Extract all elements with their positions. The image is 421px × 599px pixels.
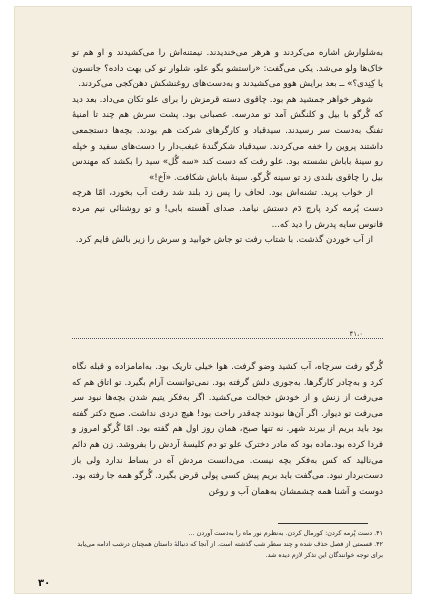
paragraph: از خواب پرید. تشنه‌اش بود. لحاف را پس زد بلند شد رفت آب بخورد، امّا هرچه دست پُرمه کرد پارچ دَم دستش نیامد. صدای آهسته بابی! و تو روشنائی نیم مرده فانوس سایه پدرش را دید که...: [72, 188, 383, 230]
story-block-bottom: [72, 360, 383, 500]
book-page: [14, 6, 412, 594]
paragraph: شوهر خواهر جمشید هم بود. چاقوی دسته قرمزش را برای علو تکان می‌داد. بعد دید که گُرگو با بیل و کلنگش آمد تو مدرسه. عصبانی بود. پشت سرش هم چند تا امنیهٔ تفنگ به‌دست سر رسیدند. سیدقباد و کارگرهای شرکت هم بودند. بچه‌ها دستجمعی داشتند پروین را خفه می‌کردند. سیدقباد شکرگندهٔ غبغب‌دار را دست‌های سفید و خپله رو سینهٔ باباش نشسته بود. علو رفت که دست کند «سه گُل» سید را بکشد که مهندس بیل را چاقوی بلندی زد تو سینه گُرگو. سینهٔ باباش شکافت. «آخ!»: [72, 94, 383, 183]
section-divider-label: ۴۱،۰: [346, 330, 366, 338]
story-block-top: [72, 46, 383, 249]
paragraph: از آب خوردن گذشت. با شتاب رفت تو جاش خوابید و سرش را زیر بالش قایم کرد.: [75, 235, 373, 246]
paragraph: به‌شلوارش اشاره می‌کردند و هرهر می‌خندیدند. نیمتنه‌اش را می‌کشیدند و او هم تو خاک‌ها ولو می‌شد. یکی می‌گفت: «راستشو بگو علو، شلوار تو کی بهت داده؟ جانسون یا کِنِدی؟» ــ بعد برایش هوو می‌کشیدند و به‌دست‌های روغنشکش دهن‌کجی می‌کردند.: [72, 48, 383, 90]
paragraph: گُرگو رفت سرچاه، آب کشید وضو گرفت. هوا خیلی تاریک بود. به‌امامزاده و قبله نگاه کرد و به‌چادر کارگرها. به‌جوری دلش گرفته بود. نمی‌توانست آرام بگیرد. تو اتاق هم که می‌رفت از زنش و از خودش خجالت می‌کشید. اگر به‌فکر یتیم شدن بچه‌ها نبود سر می‌رفت تو دیوار. اگر آن‌ها نبودند چه‌قدر راحت بود! هیچ دردی نداشت. صبح دکتر گفته بود باید بریم از بیرند شهر. نه تنها صبح، همان روز اول هم گفته بود. امّا گُرگو امروز و فردا کرده بود.ماده بود که مادر دخترک علو تو دم کلیسهٔ آردش را بفروشد. زن هم دائم می‌نالید که کس به‌فکر بچه نیست. می‌دانست مردش آه در بساط ندارد ولی باز دست‌بردار نبود. می‌گفت باید بریم پیش کسی پولی قرض بگیرد. گُرگو همه جا رفته بود. دوست و آشنا همه چشمشان به‌همان آب و روغن: [72, 362, 383, 497]
footnote-rule: [278, 523, 368, 524]
footnotes: [72, 528, 383, 561]
footnote: ۴۱. دست پُرمه کردن: کورمال کردن. به‌نظرم نور ماه را به‌دست آوردن ...: [188, 529, 383, 537]
page-number: ۳۰: [38, 578, 51, 589]
footnote: ۴۲. قسمتی از فصل حذف شده و چند سطر شب گذشته است. از آنجا که دنبالهٔ داستان همچنان درشب ادامه می‌یابد برای توجه خوانندگان این تذکر لازم دیده شد.: [77, 540, 383, 559]
section-divider: [72, 338, 383, 339]
